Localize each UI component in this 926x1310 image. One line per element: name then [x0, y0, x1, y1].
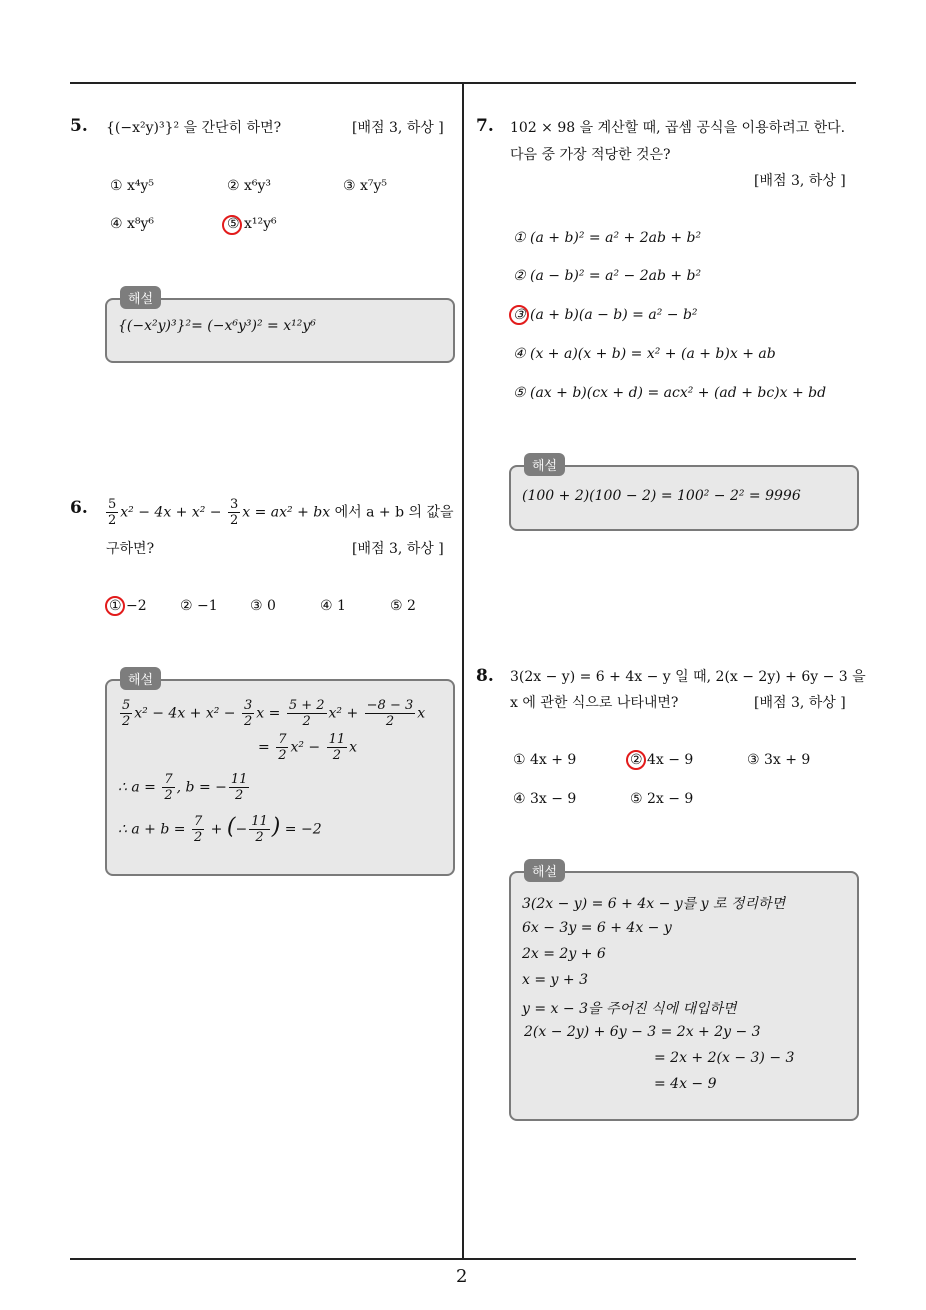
q8-solution-line-3: 2x = 2y + 6	[522, 946, 606, 962]
q7-option-1[interactable]: ① (a + b)² = a² + 2ab + b²	[513, 230, 702, 246]
q8-option-3[interactable]: ③ 3x + 9	[747, 752, 811, 768]
q8-solution-line-1: 3(2x − y) = 6 + 4x − y를 y 로 정리하면	[522, 896, 786, 912]
q8-solution-line-8: = 4x − 9	[654, 1076, 717, 1092]
q6-option-3[interactable]: ③ 0	[250, 598, 276, 614]
q8-solution-line-4: x = y + 3	[522, 972, 588, 988]
q7-number: 7.	[476, 116, 494, 136]
q5-option-2[interactable]: ② x⁶y³	[227, 178, 272, 194]
q7-option-4[interactable]: ④ (x + a)(x + b) = x² + (a + b)x + ab	[513, 346, 776, 362]
q6-solution-tag: 해설	[120, 667, 161, 690]
q6-text-line1: $\frac{5}{2}$ x² − 4x + x² − $\frac{3}{2}$ x = ax² + bx 에서 a + b 의 값을	[108, 497, 454, 528]
q5-option-3[interactable]: ③ x⁷y⁵	[343, 178, 388, 194]
q7-option-3[interactable]: ③ (a + b)(a − b) = a² − b²	[513, 307, 698, 323]
q6-score: [배점 3, 하상 ]	[352, 541, 444, 557]
q8-option-5[interactable]: ⑤ 2x − 9	[630, 791, 694, 807]
page-number: 2	[456, 1266, 468, 1287]
q6-solution-line-4: ∴ a + b = $\frac{7}{2}$ + (− $\frac{11}{2}$ ) = −2	[118, 814, 322, 845]
q5-number: 5.	[70, 116, 88, 136]
q8-text-line1: 3(2x − y) = 6 + 4x − y 일 때, 2(x − 2y) + 6y − 3 을	[510, 669, 866, 685]
q8-number: 8.	[476, 666, 494, 686]
q6-solution-line-1: $\frac{5}{2}$ x² − 4x + x² − $\frac{3}{2}$ x = $\frac{5 + 2}{2}$ x² + $\frac{-8 - 3}{2}$ x	[122, 698, 426, 729]
q6-text-line2: 구하면?	[106, 541, 155, 557]
q8-solution-line-6: 2(x − 2y) + 6y − 3 = 2x + 2y − 3	[524, 1024, 761, 1040]
q6-solution-line-3: ∴ a = $\frac{7}{2}$ , b = − $\frac{11}{2}$	[118, 772, 248, 803]
q6-option-1[interactable]: ① −2	[109, 598, 147, 614]
q8-solution-line-2: 6x − 3y = 6 + 4x − y	[522, 920, 672, 936]
q8-option-4[interactable]: ④ 3x − 9	[513, 791, 577, 807]
q5-solution-tag: 해설	[120, 286, 161, 309]
q5-option-4[interactable]: ④ x⁸y⁶	[110, 216, 155, 232]
q5-score: [배점 3, 하상 ]	[352, 120, 444, 136]
q6-frac-3-2: $\frac{3}{2}$	[230, 497, 239, 528]
q7-solution-line: (100 + 2)(100 − 2) = 100² − 2² = 9996	[522, 488, 801, 504]
q7-option-5[interactable]: ⑤ (ax + b)(cx + d) = acx² + (ad + bc)x + bd	[513, 385, 827, 401]
q7-text-line2: 다음 중 가장 적당한 것은?	[510, 147, 671, 163]
column-divider	[462, 83, 464, 1258]
q6-text-line1-post: 에서 a + b 의 값을	[334, 504, 454, 521]
q7-score: [배점 3, 하상 ]	[754, 173, 846, 189]
q5-solution-line: {(−x²y)³}²= (−x⁶y³)² = x¹²y⁶	[118, 318, 316, 334]
q5-text: {(−x²y)³}² 을 간단히 하면?	[106, 120, 282, 136]
q8-solution-tag: 해설	[524, 859, 565, 882]
bottom-rule	[70, 1258, 856, 1260]
q6-solution-line-2: = $\frac{7}{2}$ x² − $\frac{11}{2}$ x	[258, 732, 358, 763]
q7-solution-tag: 해설	[524, 453, 565, 476]
q6-option-5[interactable]: ⑤ 2	[390, 598, 416, 614]
q6-option-4[interactable]: ④ 1	[320, 598, 346, 614]
q8-text-line2: x 에 관한 식으로 나타내면?	[510, 695, 679, 711]
q6-option-2[interactable]: ② −1	[180, 598, 218, 614]
q8-solution-line-5: y = x − 3을 주어진 식에 대입하면	[522, 1001, 737, 1017]
q5-answer-mark	[222, 215, 242, 235]
q7-option-2[interactable]: ② (a − b)² = a² − 2ab + b²	[513, 268, 702, 284]
q5-option-5[interactable]: ⑤ x¹²y⁶	[227, 216, 277, 232]
q8-score: [배점 3, 하상 ]	[754, 695, 846, 711]
q5-option-1[interactable]: ① x⁴y⁵	[110, 178, 155, 194]
q6-answer-mark	[105, 596, 125, 616]
q8-answer-mark	[626, 750, 646, 770]
q7-text-line1: 102 × 98 을 계산할 때, 곱셈 공식을 이용하려고 한다.	[510, 120, 846, 136]
q8-solution-line-7: = 2x + 2(x − 3) − 3	[654, 1050, 795, 1066]
q6-number: 6.	[70, 498, 88, 518]
q6-frac-5-2: $\frac{5}{2}$	[108, 497, 117, 528]
q8-option-1[interactable]: ① 4x + 9	[513, 752, 577, 768]
q8-option-2[interactable]: ② 4x − 9	[630, 752, 694, 768]
q7-answer-mark	[509, 305, 529, 325]
